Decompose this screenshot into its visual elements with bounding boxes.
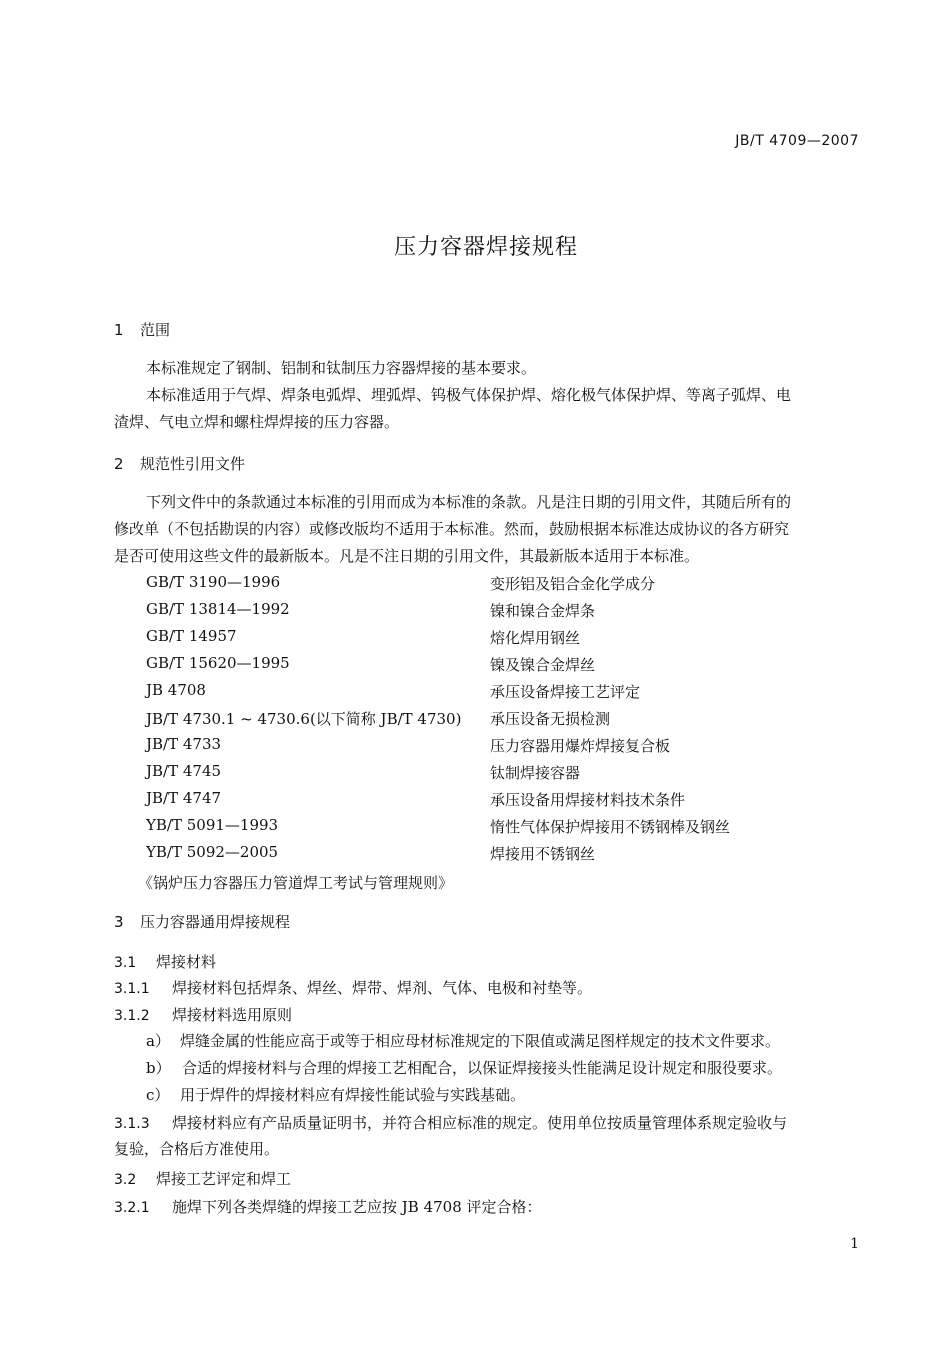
section-number: 2: [114, 455, 124, 473]
reference-title: 焊接用不锈钢丝: [490, 845, 596, 863]
paragraph-continuation: 复验，合格后方准使用。: [114, 1140, 280, 1158]
subsection-3-2-heading: [114, 1168, 291, 1189]
subsection-title: 焊接工艺评定和焊工: [156, 1170, 292, 1188]
clause-number: 3.1.1: [114, 981, 150, 997]
section-number: 1: [114, 321, 124, 339]
reference-title: 钛制焊接容器: [490, 764, 581, 782]
clause-number: 3.1.3: [114, 1116, 150, 1132]
clause-3-2-1: [114, 1196, 542, 1217]
subsection-number: 3.1: [114, 955, 137, 971]
clause-3-1-3: [114, 1112, 787, 1133]
page-number: 1: [850, 1236, 859, 1252]
section-title: 规范性引用文件: [140, 455, 246, 473]
reference-code: JB/T 4747: [146, 789, 222, 807]
section-title: 压力容器通用焊接规程: [140, 913, 291, 931]
list-text: 合适的焊接材料与合理的焊接工艺相配合，以保证焊接接头性能满足设计规定和服役要求。: [182, 1059, 783, 1077]
clause-text: 焊接材料包括焊条、焊丝、焊带、焊剂、气体、电极和衬垫等。: [172, 979, 593, 997]
list-label: a）: [146, 1032, 170, 1050]
reference-code: GB/T 14957: [146, 627, 237, 645]
reference-code: JB/T 4730.1 ~ 4730.6(以下简称 JB/T 4730): [146, 710, 462, 728]
subsection-title: 焊接材料: [156, 953, 217, 971]
list-item-a: [146, 1028, 780, 1055]
clause-number: 3.2.1: [114, 1200, 150, 1216]
regulation-reference: 《锅炉压力容器压力管道焊工考试与管理规则》: [138, 874, 454, 892]
list-text: 焊缝金属的性能应高于或等于相应母材标准规定的下限值或满足图样规定的技术文件要求。: [180, 1032, 781, 1050]
section-title: 范围: [140, 321, 171, 339]
section-number: 3: [114, 913, 124, 931]
section-1-heading: [114, 319, 170, 340]
list-item-c: [146, 1082, 525, 1109]
reference-code: YB/T 5092—2005: [146, 843, 279, 861]
reference-code: JB 4708: [146, 681, 206, 699]
paragraph-continuation: 是否可使用这些文件的最新版本。凡是不注日期的引用文件，其最新版本适用于本标准。: [114, 547, 700, 565]
reference-title: 承压设备无损检测: [490, 710, 611, 728]
reference-title: 镍和镍合金焊条: [490, 602, 596, 620]
clause-text: 焊接材料选用原则: [172, 1006, 293, 1024]
subsection-number: 3.2: [114, 1172, 137, 1188]
section-2-heading: [114, 453, 245, 474]
document-title: 压力容器焊接规程: [393, 235, 578, 260]
reference-title: 承压设备焊接工艺评定: [490, 683, 641, 701]
clause-3-1-2: [114, 1004, 292, 1025]
clause-text: 施焊下列各类焊缝的焊接工艺应按 JB 4708 评定合格：: [172, 1198, 542, 1216]
reference-title: 熔化焊用钢丝: [490, 629, 581, 647]
section-3-heading: [114, 911, 290, 932]
list-text: 用于焊件的焊接材料应有焊接性能试验与实践基础。: [180, 1086, 526, 1104]
paragraph: 下列文件中的条款通过本标准的引用而成为本标准的条款。凡是注日期的引用文件，其随后所有的: [146, 493, 792, 511]
clause-text: 焊接材料应有产品质量证明书，并符合相应标准的规定。使用单位按质量管理体系规定验收与: [172, 1114, 788, 1132]
standard-number: JB/T 4709—2007: [735, 133, 859, 149]
reference-code: JB/T 4733: [146, 735, 222, 753]
reference-title: 变形铝及铝合金化学成分: [490, 575, 656, 593]
reference-code: JB/T 4745: [146, 762, 222, 780]
list-item-b: [146, 1055, 782, 1082]
reference-title: 镍及镍合金焊丝: [490, 656, 596, 674]
reference-title: 压力容器用爆炸焊接复合板: [490, 737, 671, 755]
paragraph: 本标准规定了钢制、铝制和钛制压力容器焊接的基本要求。: [146, 359, 537, 377]
reference-title: 惰性气体保护焊接用不锈钢棒及钢丝: [490, 818, 731, 836]
reference-code: YB/T 5091—1993: [146, 816, 279, 834]
list-label: b）: [146, 1059, 171, 1077]
reference-code: GB/T 3190—1996: [146, 573, 281, 591]
reference-code: GB/T 13814—1992: [146, 600, 290, 618]
list-label: c）: [146, 1086, 170, 1104]
subsection-3-1-heading: [114, 951, 216, 972]
reference-title: 承压设备用焊接材料技术条件: [490, 791, 686, 809]
clause-number: 3.1.2: [114, 1008, 150, 1024]
paragraph: 本标准适用于气焊、焊条电弧焊、埋弧焊、钨极气体保护焊、熔化极气体保护焊、等离子弧焊、电: [146, 386, 792, 404]
reference-code: GB/T 15620—1995: [146, 654, 290, 672]
paragraph-continuation: 渣焊、气电立焊和螺柱焊焊接的压力容器。: [114, 413, 400, 431]
paragraph-continuation: 修改单（不包括勘误的内容）或修改版均不适用于本标准。然而，鼓励根据本标准达成协议的各方研究: [114, 520, 790, 538]
clause-3-1-1: [114, 977, 592, 998]
